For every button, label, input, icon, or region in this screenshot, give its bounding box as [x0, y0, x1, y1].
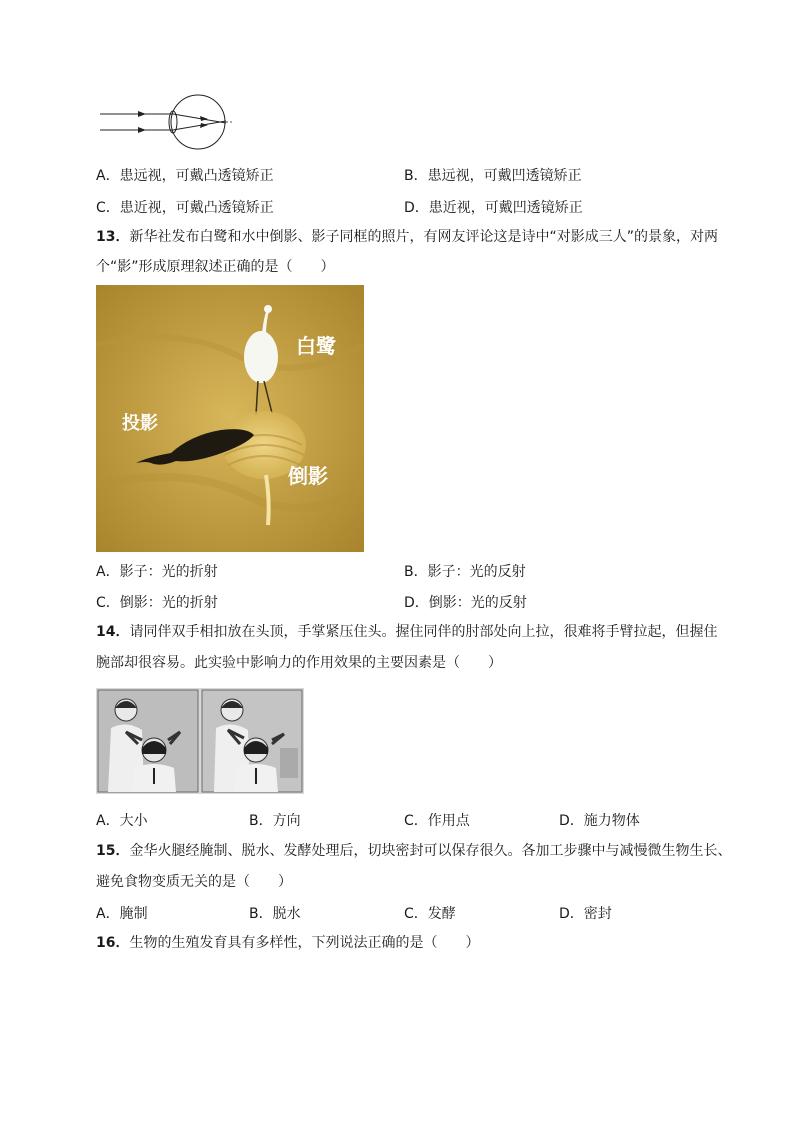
q12-option-d[interactable]: D．患近视，可戴凹透镜矫正 — [404, 200, 583, 216]
question-number: 14． — [96, 624, 130, 640]
q12-option-a[interactable]: A．患远视，可戴凸透镜矫正 — [96, 168, 274, 184]
q15-stem-line2: 避免食物变质无关的是（ ） — [96, 874, 292, 890]
q15-stem-line1 — [96, 841, 731, 861]
egret-label: 白鹭 — [296, 334, 336, 358]
q12-option-b[interactable]: B．患远视，可戴凹透镜矫正 — [404, 168, 582, 184]
q14-stem-text: 请同伴双手相扣放在头顶，手掌紧压住头。握住同伴的肘部处向上拉，很难将手臂拉起，但握住 — [129, 624, 718, 640]
q16-stem-text: 生物的生殖发育具有多样性，下列说法正确的是（ ） — [129, 935, 480, 951]
arm-pull-photo — [96, 688, 304, 794]
q16-stem-line1 — [96, 933, 479, 953]
q13-option-c[interactable]: C．倒影：光的折射 — [96, 595, 218, 611]
q14-stem-line1 — [96, 622, 717, 642]
q13-stem-text: 新华社发布白鹭和水中倒影、影子同框的照片，有网友评论这是诗中“对影成三人”的景象，对两 — [129, 229, 718, 245]
q12-option-c[interactable]: C．患近视，可戴凸透镜矫正 — [96, 200, 274, 216]
q14-option-b[interactable]: B．方向 — [249, 813, 301, 829]
q14-stem-line2: 腕部却很容易。此实验中影响力的作用效果的主要因素是（ ） — [96, 655, 502, 671]
q15-option-c[interactable]: C．发酵 — [404, 906, 456, 922]
q13-option-d[interactable]: D．倒影：光的反射 — [404, 595, 527, 611]
q14-option-d[interactable]: D．施力物体 — [559, 813, 640, 829]
q15-option-b[interactable]: B．脱水 — [249, 906, 301, 922]
q15-option-d[interactable]: D．密封 — [559, 906, 612, 922]
q13-option-b[interactable]: B．影子：光的反射 — [404, 564, 526, 580]
q13-option-a[interactable]: A．影子：光的折射 — [96, 564, 218, 580]
eye-lens-diagram — [98, 92, 238, 152]
q15-stem-text: 金华火腿经腌制、脱水、发酵处理后，切块密封可以保存很久。各加工步骤中与减慢微生物生长、 — [129, 843, 732, 859]
egret-photo — [96, 285, 364, 552]
q15-option-a[interactable]: A．腌制 — [96, 906, 148, 922]
question-number: 16． — [96, 935, 130, 951]
q14-option-a[interactable]: A．大小 — [96, 813, 148, 829]
question-number: 13． — [96, 229, 130, 245]
question-number: 15． — [96, 843, 130, 859]
q14-option-c[interactable]: C．作用点 — [404, 813, 470, 829]
q13-stem-line2: 个“影”形成原理叙述正确的是（ ） — [96, 259, 335, 275]
reflection-label: 倒影 — [288, 464, 328, 488]
q13-stem-line1 — [96, 227, 718, 247]
shadow-label: 投影 — [122, 413, 158, 434]
